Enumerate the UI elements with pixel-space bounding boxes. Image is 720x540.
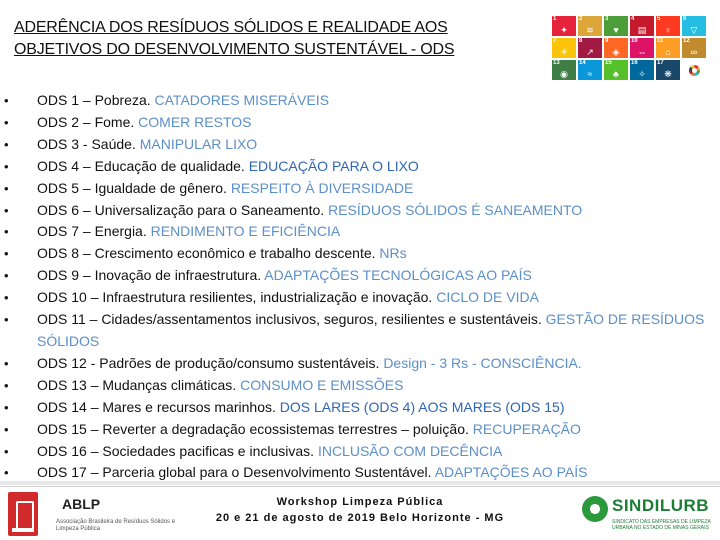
sdg-tile-number: 14 — [579, 60, 586, 66]
ods-highlight: NRs — [379, 245, 407, 262]
title-line-2: OBJETIVOS DO DESENVOLVIMENTO SUSTENTÁVEL - ODS — [14, 41, 455, 58]
footer-divider — [0, 481, 720, 485]
sdg-tile-3 — [604, 16, 628, 36]
sindilurb-subtitle: SINDICATO DAS EMPRESAS DE LIMPEZA URBANA NO ESTADO DE MINAS GERAIS — [612, 519, 711, 531]
sdg-tile-8 — [578, 38, 602, 58]
ablp-logo-mark — [16, 501, 34, 529]
sdg-goal-icon: ♣ — [613, 69, 619, 79]
list-item — [0, 200, 720, 222]
sdg-goals-logo-icon — [682, 60, 706, 80]
ods-highlight: DOS LARES (ODS 4) AOS MARES (ODS 15) — [279, 398, 565, 415]
sdg-tile-11 — [656, 38, 680, 58]
list-item — [0, 134, 720, 156]
sdg-tile-9 — [604, 38, 628, 58]
ablp-logo-base — [12, 528, 34, 532]
sdg-tile-14 — [578, 60, 602, 80]
sdg-tile-number: 16 — [631, 60, 638, 66]
ods-highlight: MANIPULAR LIXO — [139, 135, 258, 152]
sdg-tile-number: 9 — [605, 38, 609, 44]
ods-description: ODS 8 – Crescimento econômico e trabalho descente. — [37, 245, 376, 262]
sdg-goal-icon: ✦ — [560, 25, 568, 35]
slide-title — [14, 17, 494, 61]
sdg-goal-icon: ▽ — [690, 25, 698, 35]
ods-highlight: ADAPTAÇÕES TECNOLÓGICAS AO PAÍS — [264, 267, 532, 284]
ods-description: ODS 16 – Sociedades pacificas e inclusivas. — [37, 442, 315, 459]
list-item — [0, 178, 720, 200]
sdg-tile-7 — [552, 38, 576, 58]
ods-highlight: CATADORES MISERÁVEIS — [154, 92, 330, 108]
event-date-location: 20 e 21 de agosto de 2019 Belo Horizonte - MG — [215, 512, 505, 524]
ods-description: ODS 13 – Mudanças climáticas. — [37, 376, 237, 393]
ods-description: ODS 6 – Universalização para o Saneamento. — [37, 201, 325, 218]
ods-description: ODS 5 – Igualdade de gênero. — [37, 179, 227, 196]
sdg-tile-number: 3 — [605, 16, 609, 22]
sdg-tile-15 — [604, 60, 628, 80]
sdg-tile-16 — [630, 60, 654, 80]
ablp-subtitle: Associação Brasileira de Resíduos Sólidos e Limpeza Pública — [56, 519, 176, 532]
sdg-tile-17 — [656, 60, 680, 80]
ods-description: ODS 11 – Cidades/assentamentos inclusivos, seguros, resilientes e sustentáveis. — [37, 311, 542, 328]
ablp-name: ABLP — [62, 496, 101, 512]
sdg-tile-2 — [578, 16, 602, 36]
sdg-tile-5 — [656, 16, 680, 36]
sdg-tile-number: 1 — [553, 16, 557, 22]
sdg-tile-number: 12 — [683, 38, 690, 44]
sdg-goal-icon: ◈ — [612, 47, 620, 57]
sdg-goal-icon: ≈ — [587, 69, 593, 79]
footer-rule — [0, 486, 720, 487]
event-info — [180, 494, 540, 526]
sindilurb-name: SINDILURB — [612, 496, 710, 515]
sdg-tile-13 — [552, 60, 576, 80]
sdg-icons-grid — [552, 16, 706, 80]
sdg-goal-icon: ⌂ — [665, 47, 671, 57]
sdg-goal-icon: ∞ — [690, 47, 698, 57]
list-item — [0, 265, 720, 287]
sdg-goal-icon: ⇔ — [637, 47, 647, 57]
sdg-tile-number: 10 — [631, 38, 638, 44]
ods-description: ODS 3 - Saúde. — [37, 135, 136, 152]
list-item — [0, 419, 720, 441]
ablp-logo-icon — [8, 492, 38, 536]
list-item — [0, 156, 720, 178]
ods-highlight: GESTÃO DE RESÍDUOS SÓLIDOS — [37, 311, 705, 349]
ods-description: ODS 17 – Parceria global para o Desenvolvimento Sustentável. — [37, 464, 432, 481]
sdg-tile-4 — [630, 16, 654, 36]
ods-highlight: RESÍDUOS SÓLIDOS É SANEAMENTO — [328, 201, 583, 218]
sdg-tile-number: 2 — [579, 16, 583, 22]
list-item — [0, 287, 720, 309]
sdg-goal-icon: ▤ — [637, 25, 647, 35]
list-item — [0, 221, 720, 243]
list-item — [0, 112, 720, 134]
sdg-goal-icon: ☀ — [559, 47, 569, 57]
sindilurb-logo-icon — [582, 496, 608, 522]
ods-highlight: RENDIMENTO E EFICIÊNCIA — [150, 223, 341, 240]
sdg-goal-icon: ♀ — [664, 25, 672, 35]
list-item — [0, 243, 720, 265]
ods-description: ODS 10 – Infraestrutura resilientes, industrialização e inovação. — [37, 289, 433, 306]
sdg-tile-number: 7 — [553, 38, 557, 44]
sdg-goal-icon: ◉ — [560, 69, 568, 79]
ods-highlight: CONSUMO E EMISSÕES — [240, 376, 404, 393]
sdg-tile-number: 17 — [657, 60, 664, 66]
list-item — [0, 375, 720, 397]
ods-highlight: RESPEITO À DIVERSIDADE — [230, 179, 414, 196]
sdg-tile-number: 13 — [553, 60, 560, 66]
ods-highlight: INCLUSÃO COM DECÊNCIA — [317, 442, 503, 459]
sdg-goal-icon: ♥ — [613, 25, 619, 35]
title-line-1: ADERÊNCIA DOS RESÍDUOS SÓLIDOS E REALIDADE AOS — [14, 19, 448, 36]
sdg-goal-icon: ≋ — [586, 25, 594, 35]
list-item — [0, 309, 720, 353]
ods-highlight: Design - 3 Rs - CONSCIÊNCIA. — [383, 354, 582, 371]
ods-description: ODS 2 – Fome. — [37, 113, 135, 130]
ods-description: ODS 7 – Energia. — [37, 223, 147, 240]
event-title: Workshop Limpeza Pública — [276, 496, 444, 508]
ods-highlight: ADAPTAÇÕES AO PAÍS — [434, 464, 588, 481]
sdg-tile-number: 6 — [683, 16, 687, 22]
ods-description: ODS 14 – Mares e recursos marinhos. — [37, 398, 276, 415]
ods-description: ODS 4 – Educação de qualidade. — [37, 157, 245, 174]
ods-highlight: RECUPERAÇÃO — [472, 420, 581, 437]
list-item — [0, 441, 720, 463]
sdg-goal-icon: ✧ — [638, 69, 646, 79]
ods-description: ODS 12 - Padrões de produção/consumo sustentáveis. — [37, 354, 380, 371]
sdg-goals-wheel — [682, 60, 706, 80]
list-item — [0, 397, 720, 419]
ods-list — [0, 90, 720, 484]
list-item — [0, 353, 720, 375]
ods-description: ODS 15 – Reverter a degradação ecossistemas terrestres – poluição. — [37, 420, 469, 437]
sdg-tile-number: 15 — [605, 60, 612, 66]
sdg-tile-number: 8 — [579, 38, 583, 44]
sdg-tile-1 — [552, 16, 576, 36]
ods-description: ODS 9 – Inovação de infraestrutura. — [37, 267, 262, 284]
sdg-tile-number: 4 — [631, 16, 635, 22]
sdg-tile-number: 5 — [657, 16, 661, 22]
ods-description: ODS 1 – Pobreza. — [37, 92, 151, 108]
sdg-tile-6 — [682, 16, 706, 36]
sdg-goal-icon: ↗ — [586, 47, 594, 57]
list-item — [0, 90, 720, 112]
ods-highlight: EDUCAÇÃO PARA O LIXO — [248, 157, 419, 174]
sdg-tile-10 — [630, 38, 654, 58]
sdg-tile-number: 11 — [657, 38, 664, 44]
ods-highlight: CICLO DE VIDA — [436, 289, 539, 306]
sdg-wheel-icon — [689, 65, 700, 76]
sdg-tile-12 — [682, 38, 706, 58]
ods-highlight: COMER RESTOS — [138, 113, 252, 130]
sdg-goal-icon: ❋ — [664, 69, 672, 79]
